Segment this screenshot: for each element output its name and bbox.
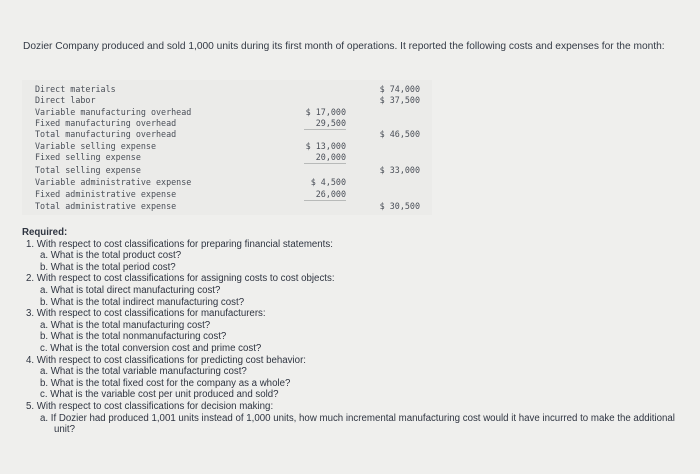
row-label: Total selling expense (35, 165, 141, 175)
cost-table (22, 80, 432, 215)
question-2: 2. With respect to cost classifications for assigning costs to cost objects: (26, 273, 335, 285)
question-1b: b. What is the total period cost? (40, 261, 176, 273)
row-total-selling (22, 165, 420, 176)
row-label: Total manufacturing overhead (35, 129, 177, 139)
subtotal-rule (304, 200, 346, 201)
row-amount: $ 17,000 (305, 107, 346, 117)
subtotal-rule (304, 129, 346, 130)
required-section (22, 227, 694, 436)
row-label: Direct labor (35, 95, 96, 105)
row-label: Total administrative expense (35, 201, 177, 211)
question-3: 3. With respect to cost classifications for manufacturers: (26, 308, 266, 320)
question-4c: c. What is the variable cost per unit produced and sold? (40, 389, 279, 401)
row-label: Fixed manufacturing overhead (35, 118, 177, 128)
row-total: $ 37,500 (379, 95, 420, 105)
question-4a: a. What is the total variable manufacturing cost? (40, 366, 247, 378)
row-total: $ 74,000 (379, 84, 420, 94)
row-label: Variable selling expense (35, 141, 157, 151)
row-variable-mfg-overhead (22, 107, 346, 118)
row-direct-labor (22, 95, 420, 106)
row-label: Fixed selling expense (35, 152, 141, 162)
row-amount: 20,000 (315, 152, 346, 162)
row-amount: 26,000 (315, 189, 346, 199)
row-variable-admin (22, 177, 346, 188)
row-total: $ 33,000 (379, 165, 420, 175)
problem-intro: Dozier Company produced and sold 1,000 units during its first month of operations. It reported the following costs and expenses for the month: (23, 41, 665, 52)
question-2a: a. What is total direct manufacturing cost? (40, 284, 221, 296)
row-total: $ 46,500 (379, 129, 420, 139)
question-1a: a. What is the total product cost? (40, 250, 182, 262)
question-4: 4. With respect to cost classifications for predicting cost behavior: (26, 354, 306, 366)
row-fixed-mfg-overhead (22, 118, 346, 129)
row-label: Variable manufacturing overhead (35, 107, 192, 117)
row-fixed-selling (22, 152, 346, 163)
row-total-mfg-overhead (22, 129, 420, 140)
row-total: $ 30,500 (379, 201, 420, 211)
subtotal-rule (304, 163, 346, 164)
question-1: 1. With respect to cost classifications for preparing financial statements: (26, 238, 333, 250)
row-label: Fixed administrative expense (35, 189, 177, 199)
row-variable-selling (22, 141, 346, 152)
required-heading: Required: (22, 227, 68, 238)
row-amount: $ 4,500 (310, 177, 346, 187)
row-amount: 29,500 (315, 118, 346, 128)
row-amount: $ 13,000 (305, 141, 346, 151)
question-5: 5. With respect to cost classifications for decision making: (26, 400, 274, 412)
question-2b: b. What is the total indirect manufacturing cost? (40, 296, 245, 308)
row-direct-materials (22, 84, 420, 95)
question-3b: b. What is the total nonmanufacturing cost? (40, 331, 227, 343)
question-3c: c. What is the total conversion cost and prime cost? (40, 342, 262, 354)
row-fixed-admin (22, 189, 346, 200)
row-label: Variable administrative expense (35, 177, 192, 187)
question-4b: b. What is the total fixed cost for the company as a whole? (40, 377, 291, 389)
question-3a: a. What is the total manufacturing cost? (40, 319, 211, 331)
question-5a: a. If Dozier had produced 1,001 units instead of 1,000 units, how much incremental manufacturing cost would it have incurred to make the additional unit? (40, 412, 675, 436)
row-label: Direct materials (35, 84, 116, 94)
row-total-admin (22, 201, 420, 212)
